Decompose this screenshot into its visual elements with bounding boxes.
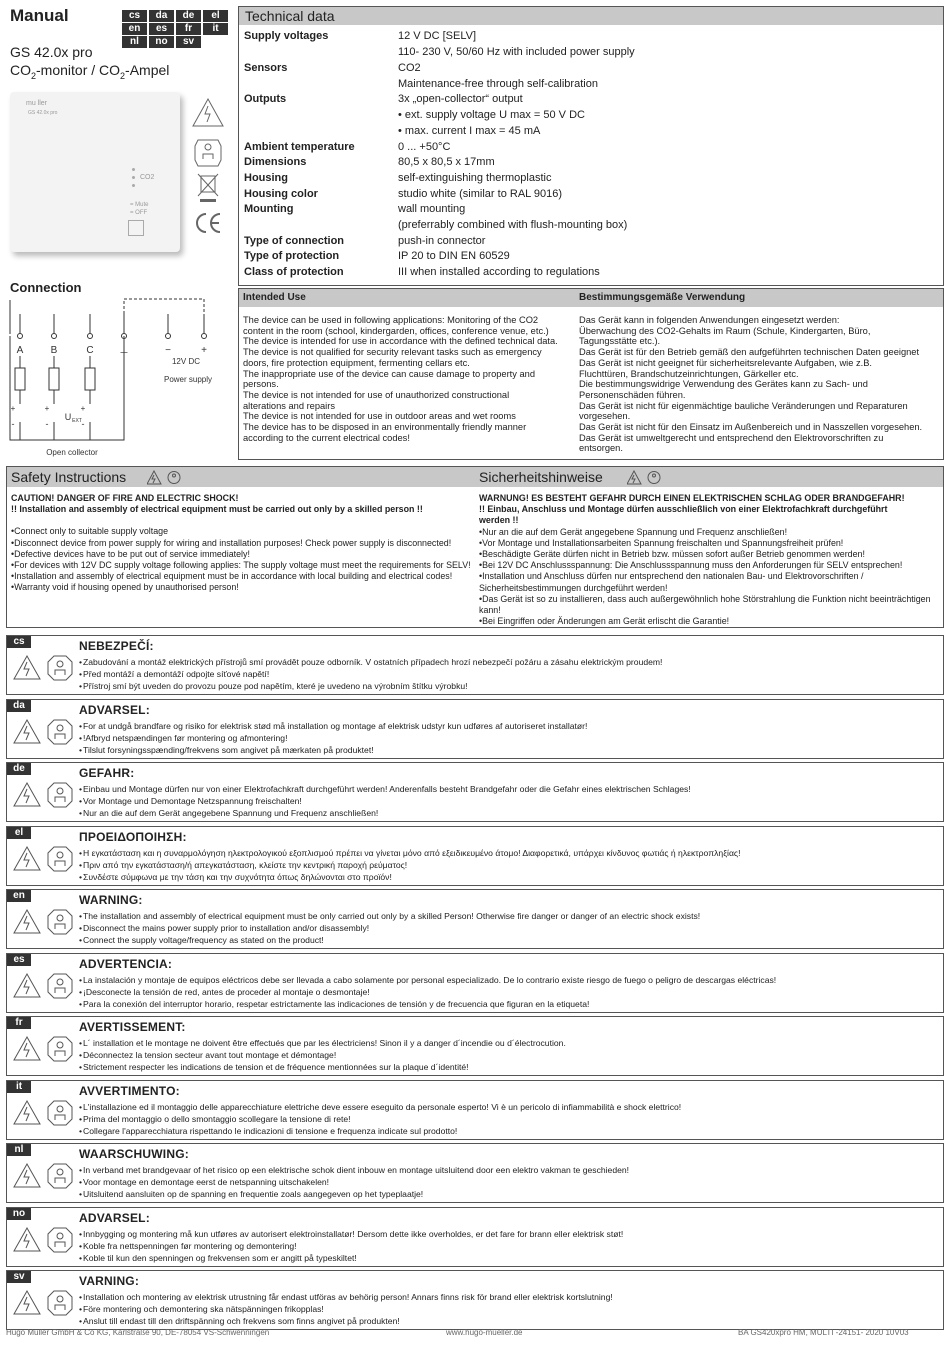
terminal-ground: ⊥ bbox=[119, 345, 129, 356]
safety-text-en bbox=[11, 493, 471, 594]
language-warning-de bbox=[6, 762, 944, 822]
open-collector-label: Open collector bbox=[46, 448, 98, 457]
lang-badge: de bbox=[176, 10, 201, 22]
skilled-person-icon bbox=[47, 1100, 73, 1131]
warning-lines bbox=[79, 1164, 629, 1200]
text-line: content in the room (school, kindergarden, offices, conference venue, etc.) bbox=[243, 325, 549, 336]
footer-document-ref: BA GS420xpro HM, MULTI -24151- 2020 10V03 bbox=[738, 1328, 909, 1337]
language-code: de bbox=[7, 763, 31, 775]
lang-badge: no bbox=[149, 36, 174, 48]
text-line: Das Gerät ist umweltgerecht und entsprechend den Elektrovorschriften zu bbox=[579, 432, 884, 443]
warning-triangle-icon bbox=[13, 1036, 41, 1067]
intended-use-header bbox=[239, 289, 943, 307]
tech-value: 12 V DC [SELV] bbox=[398, 30, 477, 42]
tech-key: Housing color bbox=[244, 188, 318, 200]
warning-lines bbox=[79, 847, 740, 883]
safety-item: •Bei 12V DC Anschlussspannung: Die Anschlussspannung muss den Anforderungen für SELV entsprechen! bbox=[479, 560, 903, 571]
language-warning-en bbox=[6, 889, 944, 949]
safety-item: •Bei Eingriffen oder Änderungen am Gerät erlischt die Garantie! bbox=[479, 616, 730, 627]
skilled-person-icon bbox=[47, 719, 73, 750]
tech-value: • ext. supply voltage U max = 50 V DC bbox=[398, 109, 585, 121]
text-line: vorgesehen. bbox=[579, 411, 631, 422]
language-code: sv bbox=[7, 1271, 31, 1283]
terminal-C: C bbox=[86, 345, 94, 356]
safety-item: •Beschädigte Geräte dürfen nicht in Betrieb bzw. müssen sofort außer Betrieb genommen werden! bbox=[479, 549, 865, 560]
warning-line: • Disconnect the mains power supply prior to installation and/or disassembly! bbox=[79, 922, 700, 934]
safety-panel bbox=[6, 466, 944, 628]
connection-diagram bbox=[8, 296, 232, 460]
tech-value: 110- 230 V, 50/60 Hz with included power supply bbox=[398, 46, 635, 58]
footer-website[interactable]: www.hugo-mueller.de bbox=[446, 1328, 523, 1337]
text-line: entsorgen. bbox=[579, 443, 623, 454]
text-line: alterations and repairs bbox=[243, 400, 335, 411]
warning-line: • Innbygging og montering må kun utføres av autorisert elektroinstallatør! Dersom dette ikke overholdes, er det fare for brann eller elektrisk støt! bbox=[79, 1228, 623, 1240]
intended-use-title: Intended Use bbox=[243, 292, 306, 303]
warning-triangle-icon bbox=[193, 99, 223, 126]
warning-line: • Tilslut forsyningsspænding/frekvens som angivet på mærkaten på produktet! bbox=[79, 744, 587, 756]
warning-lines bbox=[79, 1228, 623, 1264]
text-line: Das Gerät ist nicht für eigenmächtige bauliche Veränderungen und Reparaturen bbox=[579, 400, 908, 411]
lang-badge: en bbox=[122, 23, 147, 35]
product-name: $CO_2$-monitor / $CO_2$-Ampel bbox=[10, 62, 170, 81]
warning-title: ADVERTENCIA: bbox=[79, 956, 173, 971]
warning-triangle-icon bbox=[13, 1100, 41, 1131]
warning-triangle-icon bbox=[147, 470, 183, 485]
warning-title: GEFAHR: bbox=[79, 766, 135, 780]
safety-warning: !! Einbau, Anschluss und Montage dürfen ausschließlich von einer Elektrofachkraft durchgeführt bbox=[479, 504, 888, 515]
tech-value: III when installed according to regulations bbox=[398, 266, 600, 278]
language-code: nl bbox=[7, 1144, 31, 1156]
warning-line: • Koble til kun den spenningen og frekvensen som er angitt på typeskiltet! bbox=[79, 1252, 623, 1264]
language-code: en bbox=[7, 890, 31, 902]
safety-item: Sicherheitsbestimmungen durchgeführt werden! bbox=[479, 582, 668, 593]
warning-line: • Före montering och demontering ska nätspänningen frikopplas! bbox=[79, 1303, 613, 1315]
warning-title: ΠΡΟΕΙΔΟΠΟΙΗΣΗ: bbox=[79, 829, 187, 844]
intended-use-text-de bbox=[579, 315, 941, 454]
warning-triangle-icon bbox=[13, 782, 41, 813]
terminal-minus: − bbox=[165, 345, 171, 356]
warning-line: • Přístroj smí být uveden do provozu pouze pod napětím, které je uvedeno na výrobním štítku výrobku! bbox=[79, 680, 662, 692]
safety-item: •Installation and assembly of electrical equipment must be in accordance with local building and electrical codes! bbox=[11, 571, 453, 582]
language-warning-sv bbox=[6, 1270, 944, 1330]
safety-item: •Defective devices have to be put out of service immediately! bbox=[11, 548, 250, 559]
warning-line: • L´ installation et le montage ne doivent être effectués que par les électriciens! Sinon il y a danger d´incendie ou d´électrocution. bbox=[79, 1037, 566, 1049]
text-line: Personenschäden führen. bbox=[579, 389, 686, 400]
language-code: it bbox=[7, 1081, 31, 1093]
tech-value: self-extinguishing thermoplastic bbox=[398, 172, 552, 184]
lang-badge: it bbox=[203, 23, 228, 35]
language-warning-it bbox=[6, 1080, 944, 1140]
language-code: es bbox=[7, 954, 31, 966]
voltage-label: 12V DC bbox=[171, 357, 201, 366]
tech-value: CO2 bbox=[398, 62, 421, 74]
warning-line: • Před montáží a demontáží odpojte síťové napětí! bbox=[79, 668, 662, 680]
skilled-person-icon bbox=[47, 846, 73, 877]
warning-lines bbox=[79, 656, 662, 692]
lang-badge: nl bbox=[122, 36, 147, 48]
tech-key: Dimensions bbox=[244, 156, 307, 168]
tech-value: • max. current I max = 45 mA bbox=[398, 125, 541, 137]
device-co2-label: CO2 bbox=[140, 174, 155, 181]
tech-value: studio white (similar to RAL 9016) bbox=[398, 188, 563, 200]
warning-line: • Uitsluitend aansluiten op de spanning en frequentie zoals aangegeven op het typeplaatje! bbox=[79, 1188, 629, 1200]
text-line: The device can be used in following applications: Monitoring of the CO2 bbox=[243, 315, 539, 325]
warning-lines bbox=[79, 974, 776, 1010]
warning-line: • The installation and assembly of electrical equipment must be only carried out only by a skilled Person! Otherwise fire danger or danger of an electric shock exists! bbox=[79, 910, 700, 922]
language-code: el bbox=[7, 827, 31, 839]
warning-triangle-icon bbox=[13, 655, 41, 686]
warning-title: AVERTISSEMENT: bbox=[79, 1020, 186, 1034]
text-line: The device has to be disposed in an environmentally friendly manner bbox=[243, 422, 527, 433]
text-line: The device is not qualified for security relevant tasks such as emergency bbox=[243, 347, 542, 358]
tech-key: Mounting bbox=[244, 203, 294, 215]
safety-item: •Disconnect device from power supply for wiring and installation purposes! Check power supply is disconnected! bbox=[11, 537, 452, 548]
intended-use-panel bbox=[238, 288, 944, 460]
warning-lines bbox=[79, 1291, 613, 1327]
terminal-plus: + bbox=[201, 345, 207, 356]
text-line: doors, fire protection equipment, fermenting cellars etc. bbox=[243, 357, 470, 368]
tech-key: Outputs bbox=[244, 93, 287, 105]
sicherheit-title: Sicherheitshinweise bbox=[479, 469, 603, 485]
language-warning-cs bbox=[6, 635, 944, 695]
skilled-person-icon bbox=[47, 1227, 73, 1258]
tech-key: Class of protection bbox=[244, 266, 344, 278]
model-number: GS 42.0x pro bbox=[10, 44, 93, 60]
technical-data-title: Technical data bbox=[239, 7, 943, 25]
warning-line: • Para la conexión del interruptor horario, respetar estrictamente las indicaciones de tensión y de frecuencia que figuran en la etiqueta! bbox=[79, 998, 776, 1010]
warning-line: • ¡Desconecte la tensión de red, antes de proceder al montaje o desmontaje! bbox=[79, 986, 776, 998]
warning-line: • Voor montage en demontage eerst de netspanning uitschakelen! bbox=[79, 1176, 629, 1188]
warning-title: ADVARSEL: bbox=[79, 702, 150, 717]
terminal-A: A bbox=[16, 345, 24, 356]
warning-line: • Installation och montering av elektrisk utrustning får endast utföras av behörig person! Annars finns risk för brand eller elektrisk kortslutning! bbox=[79, 1291, 613, 1303]
language-warning-es bbox=[6, 953, 944, 1013]
uext-label: U bbox=[64, 412, 72, 422]
minus-sign: - bbox=[11, 419, 15, 429]
safety-warning: WARNUNG! ES BESTEHT GEFAHR DURCH EINEN ELEKTRISCHEN SCHLAG ODER BRANDGEFAHR! bbox=[479, 493, 905, 503]
lang-badge: cs bbox=[122, 10, 147, 22]
warning-line: • Koble fra nettspenningen før montering og demontering! bbox=[79, 1240, 623, 1252]
tech-key: Ambient temperature bbox=[244, 141, 355, 153]
compliance-icons bbox=[190, 96, 226, 246]
skilled-person-icon bbox=[47, 973, 73, 1004]
skilled-person-icon bbox=[47, 1163, 73, 1194]
warning-triangle-icon bbox=[13, 846, 41, 877]
skilled-person-icon bbox=[47, 909, 73, 940]
power-supply-label: Power supply bbox=[163, 375, 213, 384]
safety-item: •Nur an die auf dem Gerät angegebene Spannung und Frequenz anschließen! bbox=[479, 526, 788, 537]
warning-line: • Collegare l'apparecchiatura rispettando le indicazioni di tensione e frequenza indicate sul prodotto! bbox=[79, 1125, 681, 1137]
lang-badge: sv bbox=[176, 36, 201, 48]
warning-line: • Déconnectez la tension secteur avant tout montage et démontage! bbox=[79, 1049, 566, 1061]
text-line: Das Gerät ist für den Betrieb gemäß den aufgeführten technischen Daten geeignet bbox=[579, 347, 920, 358]
manual-title: Manual bbox=[10, 6, 69, 25]
language-warning-fr bbox=[6, 1016, 944, 1076]
warning-triangle-icon bbox=[13, 1290, 41, 1321]
tech-value: Maintenance-free through self-calibration bbox=[398, 78, 598, 90]
safety-warning: !! Installation and assembly of electrical equipment must be carried out only by a skilled person !! bbox=[11, 504, 423, 515]
plus-sign: + bbox=[44, 404, 50, 413]
warning-triangle-icon bbox=[13, 719, 41, 750]
device-model: GS 42.0x pro bbox=[28, 110, 58, 116]
warning-line: • L'installazione ed il montaggio delle apparecchiature elettriche deve essere eseguito da personale esperto! Vi è un pericolo di infiammabilità e shock elettrico! bbox=[79, 1101, 681, 1113]
warning-line: • Prima del montaggio o dello smontaggio scollegare la tensione di rete! bbox=[79, 1113, 681, 1125]
language-warning-nl bbox=[6, 1143, 944, 1203]
uext-subscript: EXT bbox=[72, 418, 82, 424]
warning-title: AVVERTIMENTO: bbox=[79, 1083, 180, 1098]
skilled-person-icon bbox=[195, 140, 221, 166]
safety-item: •Connect only to suitable supply voltage bbox=[11, 526, 169, 537]
text-line: Das Gerät kann in folgenden Anwendungen eingesetzt werden: bbox=[579, 315, 840, 325]
intended-use-text-en bbox=[243, 315, 573, 443]
tech-value: 0 ... +50°C bbox=[398, 141, 451, 153]
safety-header bbox=[7, 467, 943, 487]
text-line: persons. bbox=[243, 379, 279, 390]
warning-line: • Συνδέστε σύμφωνα με την τάση και την συχνότητα όπως δηλώνονται στο προϊόν! bbox=[79, 871, 740, 883]
terminal-B: B bbox=[50, 345, 58, 356]
text-line: Das Gerät ist nicht geeignet für sicherheitsrelevante Aufgaben, wie z.B. bbox=[579, 357, 873, 368]
safety-item: •Vor Montage und Installationsarbeiten Spannung freischalten und Spannungsfreiheit prüfen! bbox=[479, 537, 844, 548]
tech-value: (preferrably combined with flush-mounting box) bbox=[398, 219, 628, 231]
plus-sign: + bbox=[80, 404, 86, 413]
warning-line: • Vor Montage und Demontage Netzspannung freischalten! bbox=[79, 795, 691, 807]
safety-item: •For devices with 12V DC supply voltage following applies: The supply voltage must meet the requirements for SELV! bbox=[11, 560, 471, 571]
ce-mark-icon bbox=[197, 214, 220, 232]
language-code: da bbox=[7, 700, 31, 712]
device-off-label: = OFF bbox=[130, 210, 148, 216]
warning-title: WAARSCHUWING: bbox=[79, 1147, 189, 1161]
plus-sign: + bbox=[10, 404, 16, 413]
safety-warning: CAUTION! DANGER OF FIRE AND ELECTRIC SHOCK! bbox=[11, 493, 239, 503]
lang-badge: es bbox=[149, 23, 174, 35]
bestimmung-title: Bestimmungsgemäße Verwendung bbox=[579, 292, 746, 303]
warning-lines bbox=[79, 720, 587, 756]
warning-line: • Πριν από την εγκατάσταση/ή απεγκατάσταση, κλείστε την κεντρική παροχή ρεύματος! bbox=[79, 859, 740, 871]
lang-badge: da bbox=[149, 10, 174, 22]
language-warning-el bbox=[6, 826, 944, 886]
warning-title: WARNING: bbox=[79, 893, 143, 907]
warning-line: • Zabudování a montáž elektrických přístrojů smí provádět pouze odborník. V ostatních případech hrozí nebezpečí požáru a zásahu elektrickým proudem! bbox=[79, 656, 662, 668]
warning-title: ADVARSEL: bbox=[79, 1210, 150, 1225]
minus-sign: - bbox=[45, 419, 49, 429]
skilled-person-icon bbox=[47, 782, 73, 813]
text-line: Das Gerät ist nicht für den Einsatz im Außenbereich und in Nasszellen vorgesehen. bbox=[579, 422, 923, 433]
text-line: The device is intended for use in accordance with the defined technical data. bbox=[243, 336, 558, 347]
language-warning-no bbox=[6, 1207, 944, 1267]
text-line: The inappropriate use of the device can cause damage to property and bbox=[243, 368, 536, 379]
language-code: no bbox=[7, 1208, 31, 1220]
tech-value: 3x „open-collector“ output bbox=[398, 93, 523, 105]
safety-item: •Warranty void if housing opened by unauthorised person! bbox=[11, 582, 239, 593]
language-code: fr bbox=[7, 1017, 31, 1029]
skilled-person-icon bbox=[47, 1290, 73, 1321]
language-code: cs bbox=[7, 636, 31, 648]
footer-company: Hugo Müller GmbH & Co KG, Karlstraße 90, DE-78054 VS-Schwenningen bbox=[6, 1328, 270, 1337]
skilled-person-icon bbox=[47, 655, 73, 686]
device-photo bbox=[10, 92, 180, 252]
text-line: Tagungsstätte etc.). bbox=[579, 336, 661, 347]
text-line: Fluchttüren, Brandschutzeinrichtungen, Gärkeller etc. bbox=[579, 368, 799, 379]
warning-line: • Nur an die auf dem Gerät angegebene Spannung und Frequenz anschließen! bbox=[79, 807, 691, 819]
warning-triangle-icon bbox=[13, 1227, 41, 1258]
tech-key: Type of protection bbox=[244, 250, 340, 262]
tech-key: Housing bbox=[244, 172, 288, 184]
safety-item: •Installation und Anschluss dürfen nur entsprechend den nationalen Bau- und Elektrovorschriften / bbox=[479, 571, 864, 582]
tech-key: Type of connection bbox=[244, 235, 345, 247]
warning-line: • For at undgå brandfare og risiko for elektrisk stød må installation og montage af elektrisk udstyr kun udføres af autoriseret installatør! bbox=[79, 720, 587, 732]
language-warning-da bbox=[6, 699, 944, 759]
text-line: The device is not intended for use of unauthorized constructional bbox=[243, 389, 510, 400]
device-button bbox=[128, 220, 144, 236]
warning-triangle-icon bbox=[13, 973, 41, 1004]
warning-title: NEBEZPEČÍ: bbox=[79, 639, 154, 653]
tech-value: IP 20 to DIN EN 60529 bbox=[398, 250, 510, 262]
warning-triangle-icon bbox=[13, 909, 41, 940]
safety-title: Safety Instructions bbox=[11, 469, 127, 485]
warning-title: VARNING: bbox=[79, 1274, 140, 1288]
device-brand: mu ller bbox=[26, 100, 48, 107]
text-line: Überwachung des CO2-Gehalts im Raum (Schule, Kindergarten, Büro, bbox=[579, 325, 871, 336]
warning-line: • Η εγκατάσταση και η συναρμολόγηση ηλεκτρολογικού εξοπλισμού πρέπει να γίνεται μόνο από εξειδικευμένο άτομο! Διαφορετικά, υπάρχει κίνδυνος φωτιάς ή ηλεκτροπληξίας! bbox=[79, 847, 740, 859]
safety-text-de bbox=[479, 493, 941, 627]
warning-line: • Einbau und Montage dürfen nur von einer Elektrofachkraft durchgeführt werden! Anderenfalls besteht Brandgefahr oder die Gefahr eines elektrischen Schlages! bbox=[79, 783, 691, 795]
warning-line: • Strictement respecter les indications de tension et de fréquence mentionnées sur la plaque d´identité! bbox=[79, 1061, 566, 1073]
skilled-person-icon bbox=[627, 470, 663, 485]
tech-value: push-in connector bbox=[398, 235, 486, 247]
lang-badge: fr bbox=[176, 23, 201, 35]
lang-badge: el bbox=[203, 10, 228, 22]
warning-lines bbox=[79, 910, 700, 946]
text-line: The device is not intended for use in outdoor areas and wet rooms bbox=[243, 411, 516, 422]
device-mute-label: = Mute bbox=[130, 202, 149, 208]
warning-line: • La instalación y montaje de equipos eléctricos debe ser llevada a cabo solamente por personal especializado. De lo contrario existe riesgo de fuego o peligro de descargas eléctricas! bbox=[79, 974, 776, 986]
tech-key: Supply voltages bbox=[244, 30, 329, 42]
tech-value: 80,5 x 80,5 x 17mm bbox=[398, 156, 495, 168]
warning-line: • In verband met brandgevaar of het risico op een elektrische schok dient inbouw en montage uitsluitend door een elektro vakman te geschieden! bbox=[79, 1164, 629, 1176]
warning-line: • Connect the supply voltage/frequency as stated on the product! bbox=[79, 934, 700, 946]
minus-sign: - bbox=[81, 419, 85, 429]
warning-line: • Anslut till endast till den driftspänning och frekvens som finns angivet på produkten! bbox=[79, 1315, 613, 1327]
warning-lines bbox=[79, 1101, 681, 1137]
warning-line: • !Afbryd netspændingen før montering og afmontering! bbox=[79, 732, 587, 744]
text-line: according to the current electrical codes! bbox=[243, 432, 410, 443]
tech-key: Sensors bbox=[244, 62, 288, 74]
warning-lines bbox=[79, 1037, 566, 1073]
warning-triangle-icon bbox=[13, 1163, 41, 1194]
warning-lines bbox=[79, 783, 691, 819]
safety-item: •Das Gerät ist so zu installieren, dass auch außergewöhnlich hohe Störstrahlung die Funktion nicht beeinträchtigen kann! bbox=[479, 593, 931, 616]
connection-title: Connection bbox=[10, 280, 82, 295]
language-badges bbox=[122, 10, 230, 48]
weee-bin-icon bbox=[198, 174, 218, 202]
safety-warning: werden !! bbox=[479, 515, 519, 526]
skilled-person-icon bbox=[47, 1036, 73, 1067]
text-line: Die bestimmungswidrige Verwendung des Gerätes kann zu Sach- und bbox=[579, 379, 868, 390]
tech-value: wall mounting bbox=[398, 203, 466, 215]
